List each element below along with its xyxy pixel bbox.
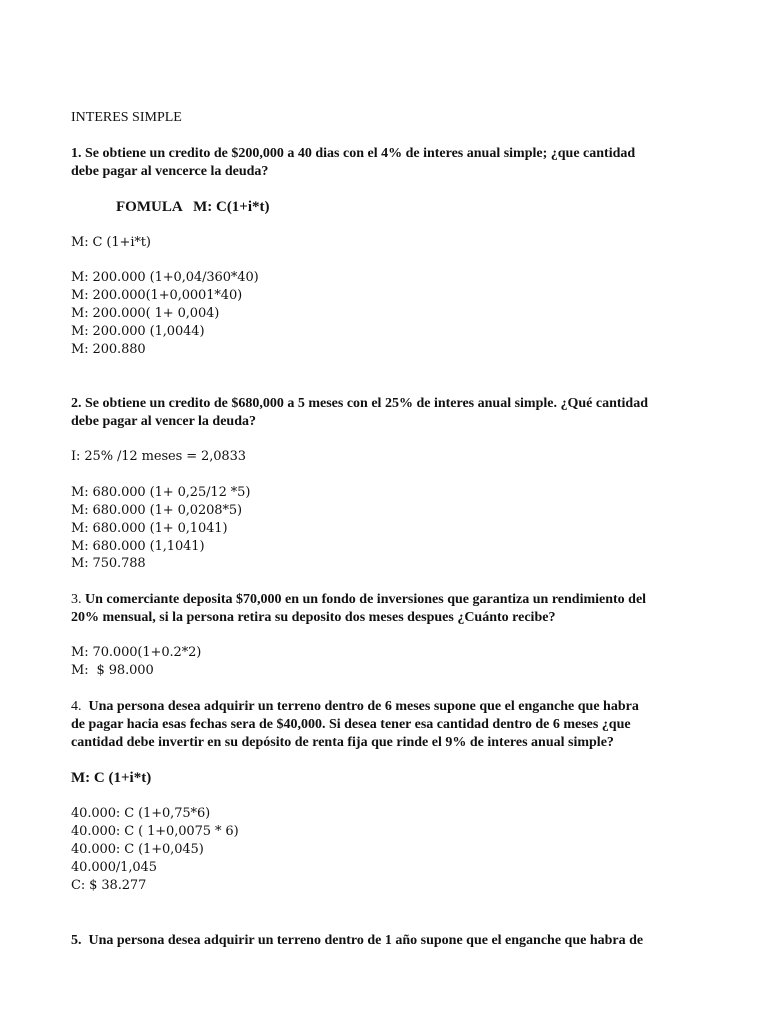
q1-text-line-1: 1. Se obtiene un credito de $200,000 a 40 dias con el 4% de interes anual simple; ¿que cantidad [71, 146, 636, 161]
q2-step-4: M: 680.000 (1,1041) [71, 539, 205, 554]
q5-text-line-1: 5. Una persona desea adquirir un terreno dentro de 1 año supone que el enganche que habra de [71, 933, 644, 948]
q4-formula: M: C (1+i*t) [71, 770, 152, 786]
q2-step-2: M: 680.000 (1+ 0,0208*5) [71, 503, 243, 518]
q1-step-4: M: 200.000 (1,0044) [71, 324, 205, 339]
q3-text-line-2: 20% mensual, si la persona retira su deposito dos meses despues ¿Cuánto recibe? [71, 610, 556, 625]
q4-step-3: 40.000: C (1+0,045) [71, 842, 204, 857]
q2-step-1: M: 680.000 (1+ 0,25/12 *5) [71, 485, 251, 500]
q3-step-2: M: $ 98.000 [71, 663, 154, 678]
q4-number: 4. [71, 699, 82, 714]
q2-step-3: M: 680.000 (1+ 0,1041) [71, 521, 228, 536]
q3-text-l1: Un comerciante deposita $70,000 en un fondo de inversiones que garantiza un rendimiento del [85, 592, 647, 607]
q2-step-5: M: 750.788 [71, 556, 146, 571]
q1-step-3: M: 200.000( 1+ 0,004) [71, 306, 220, 321]
q4-text-line-1 [71, 698, 639, 716]
q4-text-line-3: cantidad debe invertir en su depósito de renta fija que rinde el 9% de interes anual simple? [71, 735, 614, 750]
q2-text-line-1: 2. Se obtiene un credito de $680,000 a 5 meses con el 25% de interes anual simple. ¿Qué cantidad [71, 396, 648, 411]
q4-step-5: C: $ 38.277 [71, 878, 147, 893]
q4-step-1: 40.000: C (1+0,75*6) [71, 806, 211, 821]
q1-step-5: M: 200.880 [71, 342, 146, 357]
q2-rate: I: 25% /12 meses = 2,0833 [71, 449, 246, 464]
q1-step-1: M: 200.000 (1+0,04/360*40) [71, 270, 259, 285]
q4-step-2: 40.000: C ( 1+0,0075 * 6) [71, 824, 239, 839]
q4-text-line-2: de pagar hacia esas fechas sera de $40,000. Si desea tener esa cantidad dentro de 6 meses ¿que [71, 717, 631, 732]
document-title: INTERES SIMPLE [71, 110, 182, 125]
q3-step-1: M: 70.000(1+0.2*2) [71, 645, 202, 660]
q3-number: 3. [71, 592, 82, 607]
q1-formula-label: FOMULA M: C(1+i*t) [116, 199, 270, 215]
q1-formula: M: C (1+i*t) [71, 235, 151, 250]
q1-text-line-2: debe pagar al vencerce la deuda? [71, 164, 269, 179]
q3-text-line-1 [71, 591, 646, 609]
q4-text-l1: Una persona desea adquirir un terreno dentro de 6 meses supone que el enganche que habra [88, 699, 639, 714]
q2-text-line-2: debe pagar al vencer la deuda? [71, 414, 256, 429]
q1-step-2: M: 200.000(1+0,0001*40) [71, 288, 243, 303]
q4-step-4: 40.000/1,045 [71, 860, 157, 875]
